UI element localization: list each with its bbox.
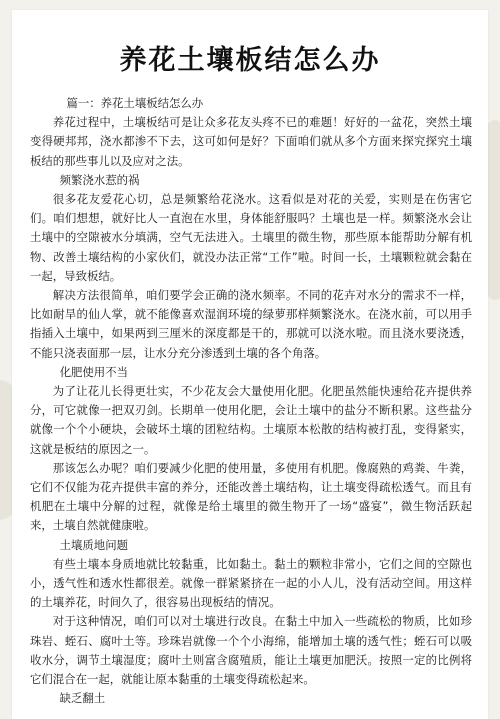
section-heading: 缺乏翻土 — [59, 691, 106, 706]
document-title: 养花土壤板结怎么办 — [119, 45, 381, 76]
body-paragraph: 为了让花儿长得更壮实，不少花友会大量使用化肥。化肥虽然能快速给花卉提供养分，可它就像一把双刃剑。长期单一使用化肥，会让土壤中的盐分不断积累。这些盐分就像一个个小硬块，会破坏土壤的团粒结构。土壤原本松散的结构被打乱，变得紧实，这就是板结的原因之一。 — [30, 384, 472, 456]
section-heading: 化肥使用不当 — [59, 364, 128, 379]
section-heading: 土壤质地问题 — [59, 537, 128, 552]
body-paragraph: 很多花友爱花心切，总是频繁给花浇水。这看似是对花的关爱，实则是在伤害它们。咱们想想，就好比人一直泡在水里，身体能舒服吗？土壤也是一样。频繁浇水会让土壤中的空隙被水分填满，空气无法进入。土壤里的微生物，那些原本能帮助分解有机物、改善土壤结构的小家伙们，就没办法正常“工作”啦。时间一长，土壤颗粒就会黏在一起，导致板结。 — [30, 192, 472, 283]
subtitle-line: 篇一：养花土壤板结怎么办 — [66, 96, 204, 110]
body-paragraph: 对于这种情况，咱们可以对土壤进行改良。在黏土中加入一些疏松的物质，比如珍珠岩、蛭石、腐叶土等。珍珠岩就像一个个小海绵，能增加土壤的透气性；蛭石可以吸收水分，调节土壤湿度；腐叶土则富含腐殖质，能让土壤更加肥沃。按照一定的比例将它们混合在一起，就能让原本黏重的土壤变得疏松起来。 — [30, 614, 472, 687]
body-paragraph: 解决方法很简单，咱们要学会正确的浇水频率。不同的花卉对水分的需求不一样，比如耐旱的仙人掌，就不能像喜欢湿润环境的绿萝那样频繁浇水。在浇水前，可以用手指插入土壤中，如果两到三厘米的深度都是干的，那就可以浇水啦。而且浇水要浇透，不能只浇表面那一层，让水分充分渗透到土壤的各个角落。 — [30, 288, 472, 360]
section-heading: 频繁浇水惹的祸 — [59, 172, 140, 187]
document-page — [12, 10, 488, 719]
body-paragraph: 有些土壤本身质地就比较黏重，比如黏土。黏土的颗粒非常小，它们之间的空隙也小，透气性和透水性都很差。就像一群紧紧挤在一起的小人儿，没有活动空间。用这样的土壤养花，时间久了，很容易出现板结的情况。 — [30, 556, 472, 610]
body-paragraph: 养花过程中，土壤板结可是让众多花友头疼不已的难题！好好的一盆花，突然土壤变得硬邦邦，浇水都渗不下去，这可如何是好？下面咱们就从多个方面来探究探究土壤板结的那些事儿以及应对之法。 — [30, 115, 472, 168]
document-body — [30, 94, 472, 709]
body-paragraph: 那该怎么办呢？咱们要减少化肥的使用量，多使用有机肥。像腐熟的鸡粪、牛粪，它们不仅能为花卉提供丰富的养分，还能改善土壤结构，让土壤变得疏松透气。而且有机肥在土壤中分解的过程，就像是给土壤里的微生物开了一场“盛宴”，微生物活跃起来，土壤自然就健康啦。 — [30, 460, 472, 533]
